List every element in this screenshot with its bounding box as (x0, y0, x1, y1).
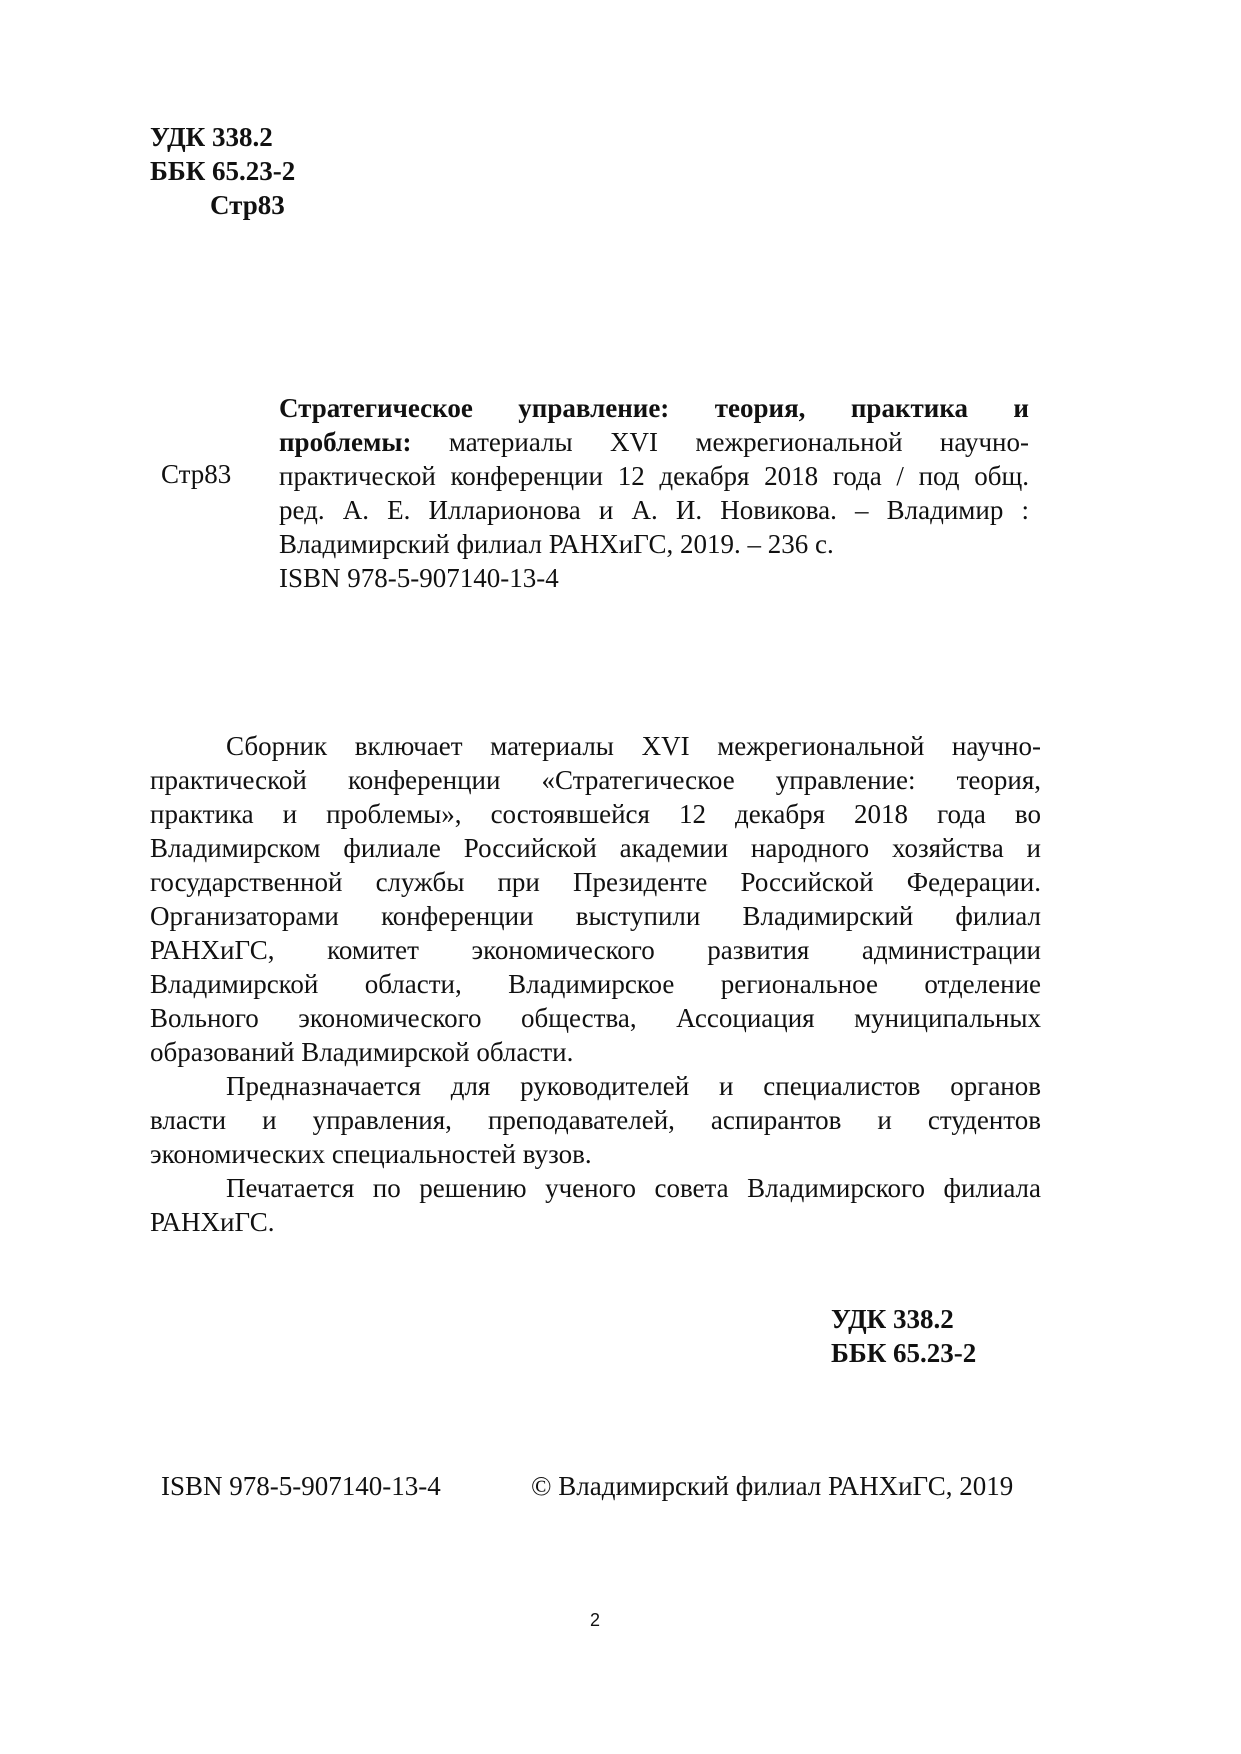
author-mark: Стр83 (210, 190, 285, 220)
annotation-line: практика и проблемы», состоявшейся 12 декабря 2018 года во (150, 799, 1041, 829)
udk-code: УДК 338.2 (150, 122, 273, 152)
annotation-line: власти и управления, преподавателей, аспирантов и студентов (150, 1105, 1041, 1135)
card-author-mark: Стр83 (161, 459, 232, 489)
card-line (279, 425, 1029, 459)
footer-udk: УДК 338.2 (831, 1304, 954, 1334)
isbn: ISBN 978-5-907140-13-4 (161, 1471, 441, 1501)
card-line: практической конференции 12 декабря 2018 года / под общ. (279, 461, 1029, 491)
bbk-code: ББК 65.23-2 (150, 156, 296, 186)
annotation-line: Организаторами конференции выступили Владимирский филиал (150, 901, 1041, 931)
annotation-line: Вольного экономического общества, Ассоциация муниципальных (150, 1003, 1041, 1033)
card-isbn: ISBN 978-5-907140-13-4 (279, 563, 559, 593)
page-number: 2 (590, 1610, 601, 1630)
copyright: © Владимирский филиал РАНХиГС, 2019 (531, 1471, 1014, 1501)
annotation-line: экономических специальностей вузов. (150, 1139, 592, 1169)
card-title-end: проблемы: (279, 427, 412, 457)
card-title-line: Стратегическое управление: теория, практика и (279, 393, 1029, 423)
footer-bbk: ББК 65.23-2 (831, 1338, 977, 1368)
annotation-line: Печатается по решению ученого совета Владимирского филиала (226, 1173, 1041, 1203)
annotation-line: РАНХиГС. (150, 1207, 275, 1237)
card-line: Владимирский филиал РАНХиГС, 2019. – 236 с. (279, 529, 834, 559)
card-line: ред. А. Е. Илларионова и А. И. Новикова. – Владимир : (279, 495, 1029, 525)
annotation-line: Владимирском филиале Российской академии народного хозяйства и (150, 833, 1041, 863)
card-text: материалы XVI межрегиональной научно- (411, 427, 1029, 457)
annotation-line: образований Владимирской области. (150, 1037, 574, 1067)
annotation-line: РАНХиГС, комитет экономического развития администрации (150, 935, 1041, 965)
annotation-line: государственной службы при Президенте Российской Федерации. (150, 867, 1041, 897)
annotation-line: практической конференции «Стратегическое управление: теория, (150, 765, 1041, 795)
annotation-line: Предназначается для руководителей и специалистов органов (226, 1071, 1041, 1101)
annotation-line: Владимирской области, Владимирское региональное отделение (150, 969, 1041, 999)
annotation-line: Сборник включает материалы XVI межрегиональной научно- (226, 731, 1041, 761)
